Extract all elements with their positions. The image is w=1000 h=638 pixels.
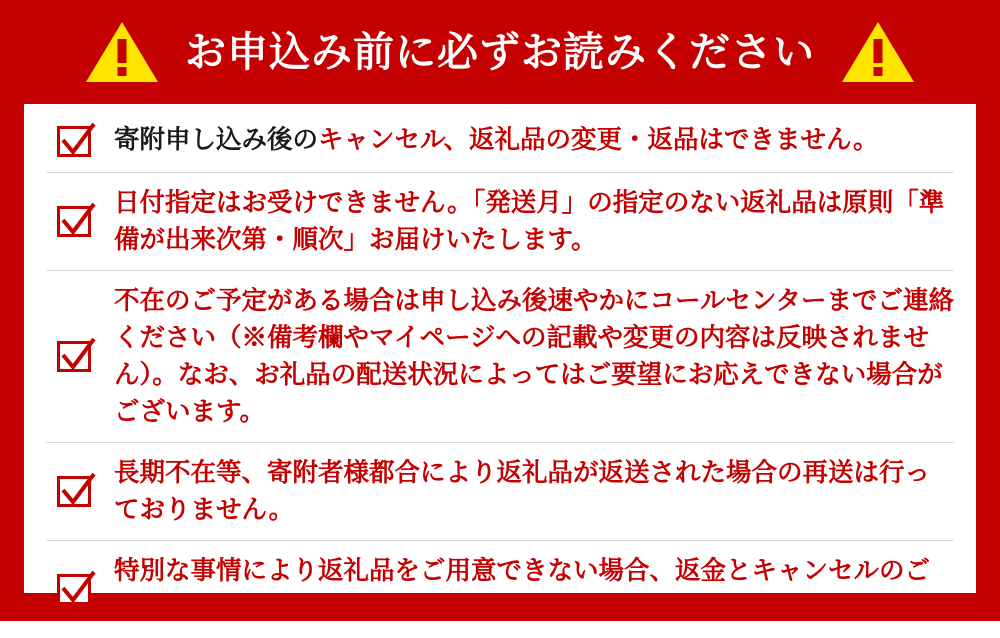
- notice-segment: 日付指定はお受けできません。「発送月」の指定のない返礼品は原則「準備が出来次第・順次」お届けいたします。: [114, 189, 945, 254]
- list-item: [46, 541, 954, 638]
- notice-list: [24, 104, 976, 622]
- checkbox-checked-icon: [56, 201, 96, 241]
- checkbox-checked-icon: [56, 569, 96, 609]
- checkbox-checked-icon: [56, 471, 96, 511]
- poster-header: [0, 0, 1000, 104]
- page-title: お申込み前に必ずお読みください: [185, 28, 815, 75]
- notice-text: [114, 552, 954, 627]
- notice-text: [114, 454, 954, 529]
- notice-segment: 不在のご予定がある場合は申し込み後速やかにコールセンターまでご連絡ください（※備考欄やマイページへの記載や変更の内容は反映されません）。なお、お礼品の配送状況によってはご要望にお応えできない場合がございます。: [114, 286, 954, 426]
- notice-segment: 長期不在等、寄附者様都合により返礼品が返送された場合の再送は行っておりません。: [114, 458, 931, 524]
- notice-text: [114, 282, 954, 431]
- list-item: [46, 110, 954, 173]
- list-item: [46, 173, 954, 271]
- notice-segment: 寄附申し込み後の: [114, 126, 319, 154]
- notice-text: [114, 184, 954, 259]
- checkbox-checked-icon: [56, 121, 96, 161]
- notice-text: [114, 121, 879, 159]
- warning-triangle-icon: [85, 20, 159, 84]
- notice-segment: 特別な事情により返礼品をご用意できない場合、返金とキャンセルのご対応をお取りする場合がございます。: [114, 556, 931, 622]
- warning-triangle-icon: [841, 20, 915, 84]
- list-item: [46, 271, 954, 443]
- notice-segment: キャンセル、返礼品の変更・返品はできません。: [318, 126, 879, 154]
- checkbox-checked-icon: [56, 336, 96, 376]
- list-item: [46, 443, 954, 541]
